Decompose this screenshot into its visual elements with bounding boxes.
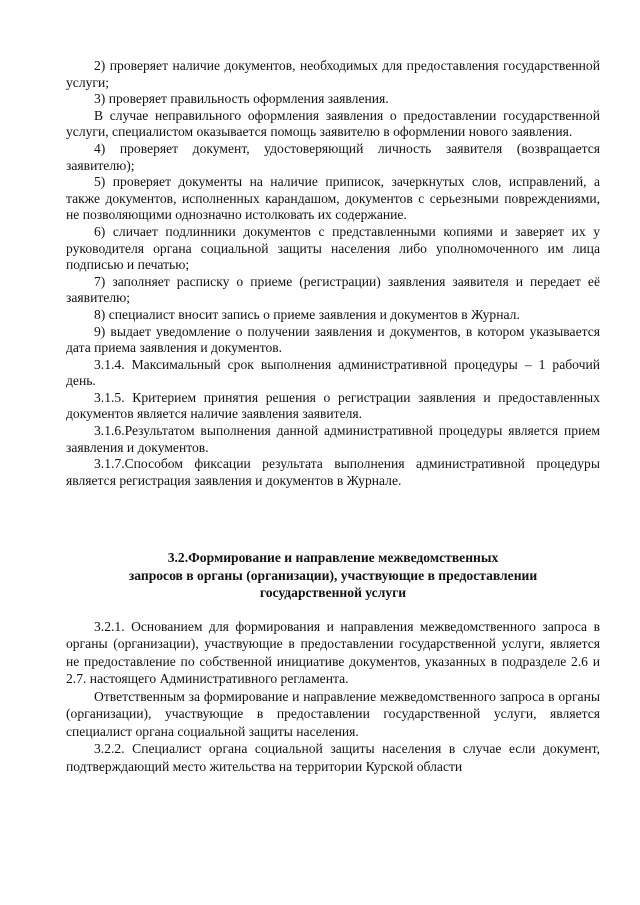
interagency-requests-section xyxy=(66,618,600,776)
step-8-paragraph: 8) специалист вносит запись о приеме заявления и документов в Журнал. xyxy=(94,306,520,322)
step-5-paragraph: 5) проверяет документы на наличие приписок, зачеркнутых слов, исправлений, а также документов, исполненных карандашом, документов с серьезными повреждениями, не позволяющими однозначно истолковать их содержание. xyxy=(66,174,600,223)
step-7-paragraph: 7) заполняет расписку о приеме (регистрации) заявления заявителя и передает её заявителю; xyxy=(66,273,600,306)
heading-line-3: государственной услуги xyxy=(259,585,407,601)
clause-3-1-7-paragraph: 3.1.7.Способом фиксации результата выполнения административной процедуры является регистрация заявления и документов в Журнале. xyxy=(66,456,600,488)
heading-line-1: 3.2.Формирование и направление межведомственных xyxy=(167,550,499,566)
clause-3-1-4-paragraph: 3.1.4. Максимальный срок выполнения административной процедуры – 1 рабочий день. xyxy=(66,356,600,389)
step-2-paragraph: 2) проверяет наличие документов, необходимых для предоставления государственной услуги; xyxy=(66,58,600,90)
clause-3-2-1-paragraph: 3.2.1. Основанием для формирования и направления межведомственного запроса в органы (организации), участвующие в предоставлении государственной услуги, является не предоставление по собственной инициативе документов, указанных в подразделе 2.6 и 2.7. настоящего Административного регламента. xyxy=(66,618,600,687)
step-9-paragraph: 9) выдает уведомление о получении заявления и документов, в котором указывается дата приема заявления и документов. xyxy=(66,323,600,356)
section-3-2-heading xyxy=(66,549,600,602)
clause-3-1-5-paragraph: 3.1.5. Критерием принятия решения о регистрации заявления и предоставленных документов является наличие заявления заявителя. xyxy=(66,389,600,422)
step-3-paragraph: 3) проверяет правильность оформления заявления. xyxy=(94,91,389,107)
clause-3-1-6-paragraph: 3.1.6.Результатом выполнения данной административной процедуры является прием заявления и документов. xyxy=(66,423,600,455)
step-4-paragraph: 4) проверяет документ, удостоверяющий личность заявителя (возвращается заявителю); xyxy=(66,140,600,173)
heading-line-2: запросов в органы (организации), участвующие в предоставлении xyxy=(128,567,538,583)
clause-3-2-2-paragraph: 3.2.2. Специалист органа социальной защиты населения в случае если документ, подтверждающий место жительства на территории Курской области xyxy=(66,741,600,774)
responsible-person-paragraph: Ответственным за формирование и направление межведомственного запроса в органы (организации), участвующие в предоставлении государственной услуги, является специалист органа социальной защиты населения. xyxy=(66,688,600,739)
step-6-paragraph: 6) сличает подлинники документов с представленными копиями и заверяет их у руководителя органа социальной защиты населения либо уполномоченного им лица подписью и печатью; xyxy=(66,223,600,273)
procedure-steps-section xyxy=(66,58,600,489)
incorrect-application-paragraph: В случае неправильного оформления заявления о предоставлении государственной услуги, специалистом оказывается помощь заявителю в оформлении нового заявления. xyxy=(66,107,600,140)
